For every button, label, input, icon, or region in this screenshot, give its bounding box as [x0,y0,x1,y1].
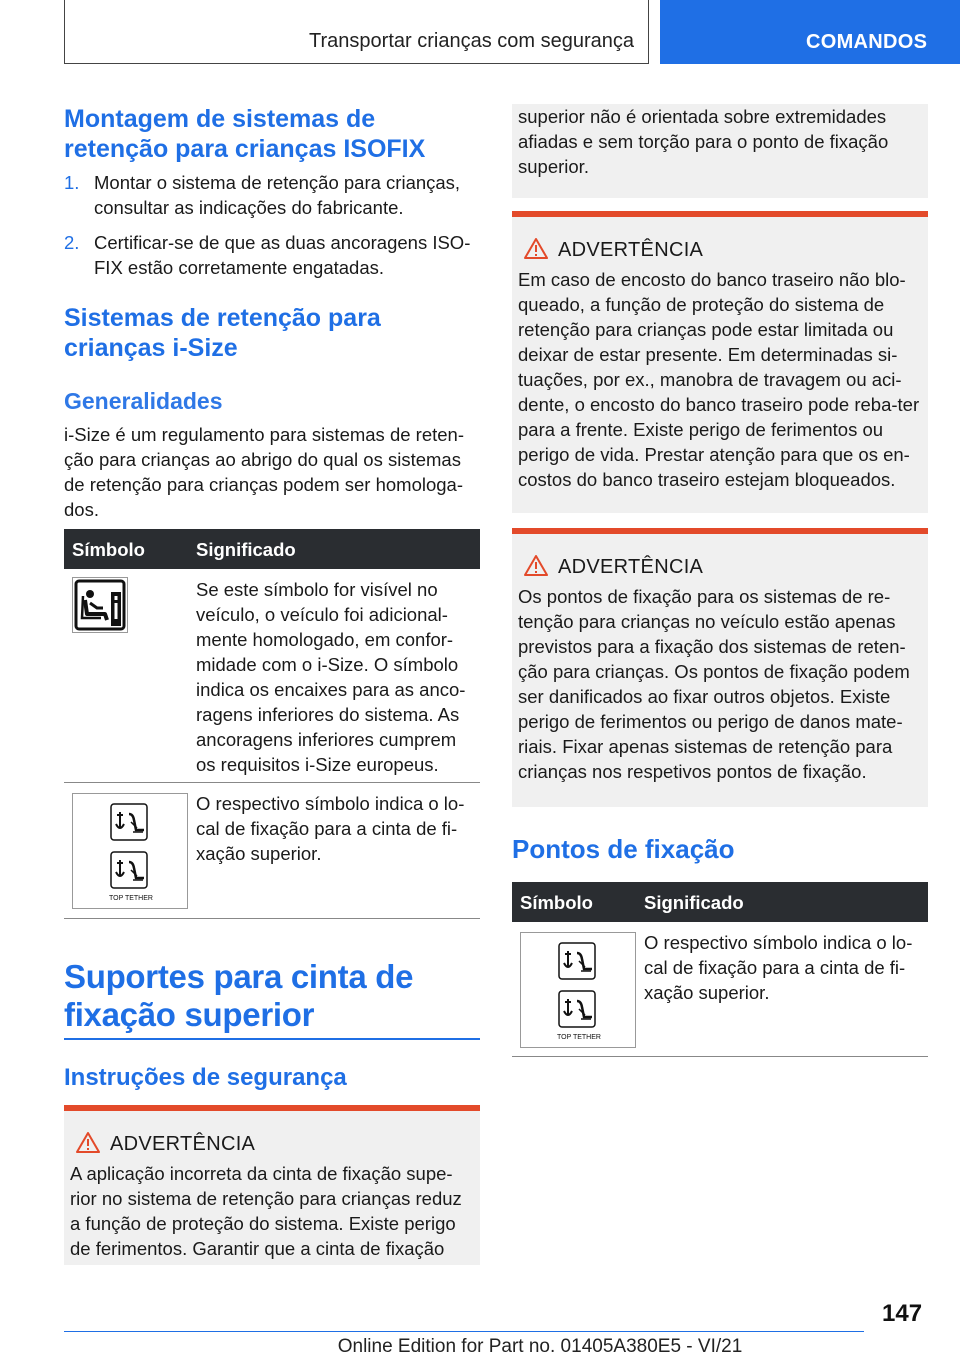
page-number: 147 [882,1300,923,1327]
top-tether-label: TOP TETHER [557,1034,601,1041]
table-header-symbol: Símbolo [520,892,593,913]
step-1 [64,170,480,220]
warning-box-continued [512,104,928,198]
table-header-symbol: Símbolo [72,539,145,560]
warning-box [64,1105,480,1265]
warning-title: ADVERTÊNCIA [558,239,704,261]
title-rule [64,1038,480,1040]
isize-title: Sistemas de retenção para crianças i-Size [64,304,381,362]
top-tether-label: TOP TETHER [109,895,153,902]
warning-text: A aplicação incorreta da cinta de fixação supe-rior no sistema de retenção para crianças reduz a função de proteção do sistema. Existe perigo de ferimentos. Garantir que a cinta de fixação [70,1163,462,1259]
general-text: i-Size é um regulamento para sistemas de reten-ção para crianças ao abrigo do qual os sistemas de retenção para crianças podem ser homologa-dos. [64,424,464,520]
table-header [64,529,480,569]
header-chapter-label: COMANDOS [806,31,928,53]
table-row [512,922,928,1057]
step-number: 2. [64,232,80,253]
tether-title: Suportes para cinta de fixação superior [64,958,414,1033]
warning-text: Em caso de encosto do banco traseiro não blo-queado, a função de proteção do sistema de retenção para crianças pode estar limitada ou deixar de estar presente. Em determinadas si-tuações, por ex., manobra de travagem ou aci-dente, o encosto do banco traseiro pode reba-ter para a frente. Existe perigo de ferimentos ou perigo de vida. Prestar atenção para que os en-costos do banco traseiro estejam bloqueados. [518,269,920,490]
footer-rule [64,1331,864,1332]
step-number: 1. [64,172,80,193]
warning-box [512,211,928,513]
table-header [512,882,928,922]
points-title: Pontos de fixação [512,834,735,864]
warning-title: ADVERTÊNCIA [558,556,704,578]
table-header-meaning: Significado [196,539,296,560]
warning-icon [76,1131,100,1153]
table-row [64,569,480,783]
warning-text: Os pontos de fixação para os sistemas de re-tenção para crianças no veículo estão apenas previstos para a fixação dos sistemas de reten-ção para crianças. Os pontos de fixação podem ser danificados ao fixar outros objetos. Existe perigo de ferimentos ou perigo de danos mate-riais. Fixar apenas sistemas de retenção para crianças nos respetivos pontos de fixação. [518,586,910,782]
footer-edition: Online Edition for Part no. 01405A380E5 - VI/21 [337,1336,743,1357]
warning-box [512,528,928,807]
table-cell-meaning: O respectivo símbolo indica o lo-cal de fixação para a cinta de fi-xação superior. [644,932,913,1003]
step-text: Certificar-se de que as duas ancoragens ISO-FIX estão corretamente engatadas. [94,232,471,278]
isofix-title: Montagem de sistemas de retenção para crianças ISOFIX [64,105,426,163]
table-row [64,783,480,919]
table-header-meaning: Significado [644,892,744,913]
isize-icon [72,577,128,633]
header-chapter-tab[interactable] [660,0,960,64]
header-section-title: Transportar crianças com segurança [309,30,634,52]
warning-icon [524,237,548,259]
warning-title: ADVERTÊNCIA [110,1133,256,1155]
step-text: Montar o sistema de retenção para crianças, consultar as indicações do fabricante. [94,172,461,218]
warning-text: superior não é orientada sobre extremidades afiadas e sem torção para o ponto de fixação superior. [518,106,889,177]
table-cell-meaning: Se este símbolo for visível no veículo, o veículo foi adicional-mente homologado, em confor-midade com o i-Size. O símbolo indica os encaixes para as anco-ragens inferiores do sistema. As ancoragens inferiores cumprem os requisitos i-Size europeus. [196,579,466,775]
general-title: Generalidades [64,388,223,414]
top-tether-icon [520,932,636,1048]
step-2 [64,230,480,280]
top-tether-icon [72,793,188,909]
header-section-box [64,0,649,64]
warning-icon [524,554,548,576]
safety-title: Instruções de segurança [64,1064,347,1091]
table-cell-meaning: O respectivo símbolo indica o lo-cal de fixação para a cinta de fi-xação superior. [196,793,465,864]
